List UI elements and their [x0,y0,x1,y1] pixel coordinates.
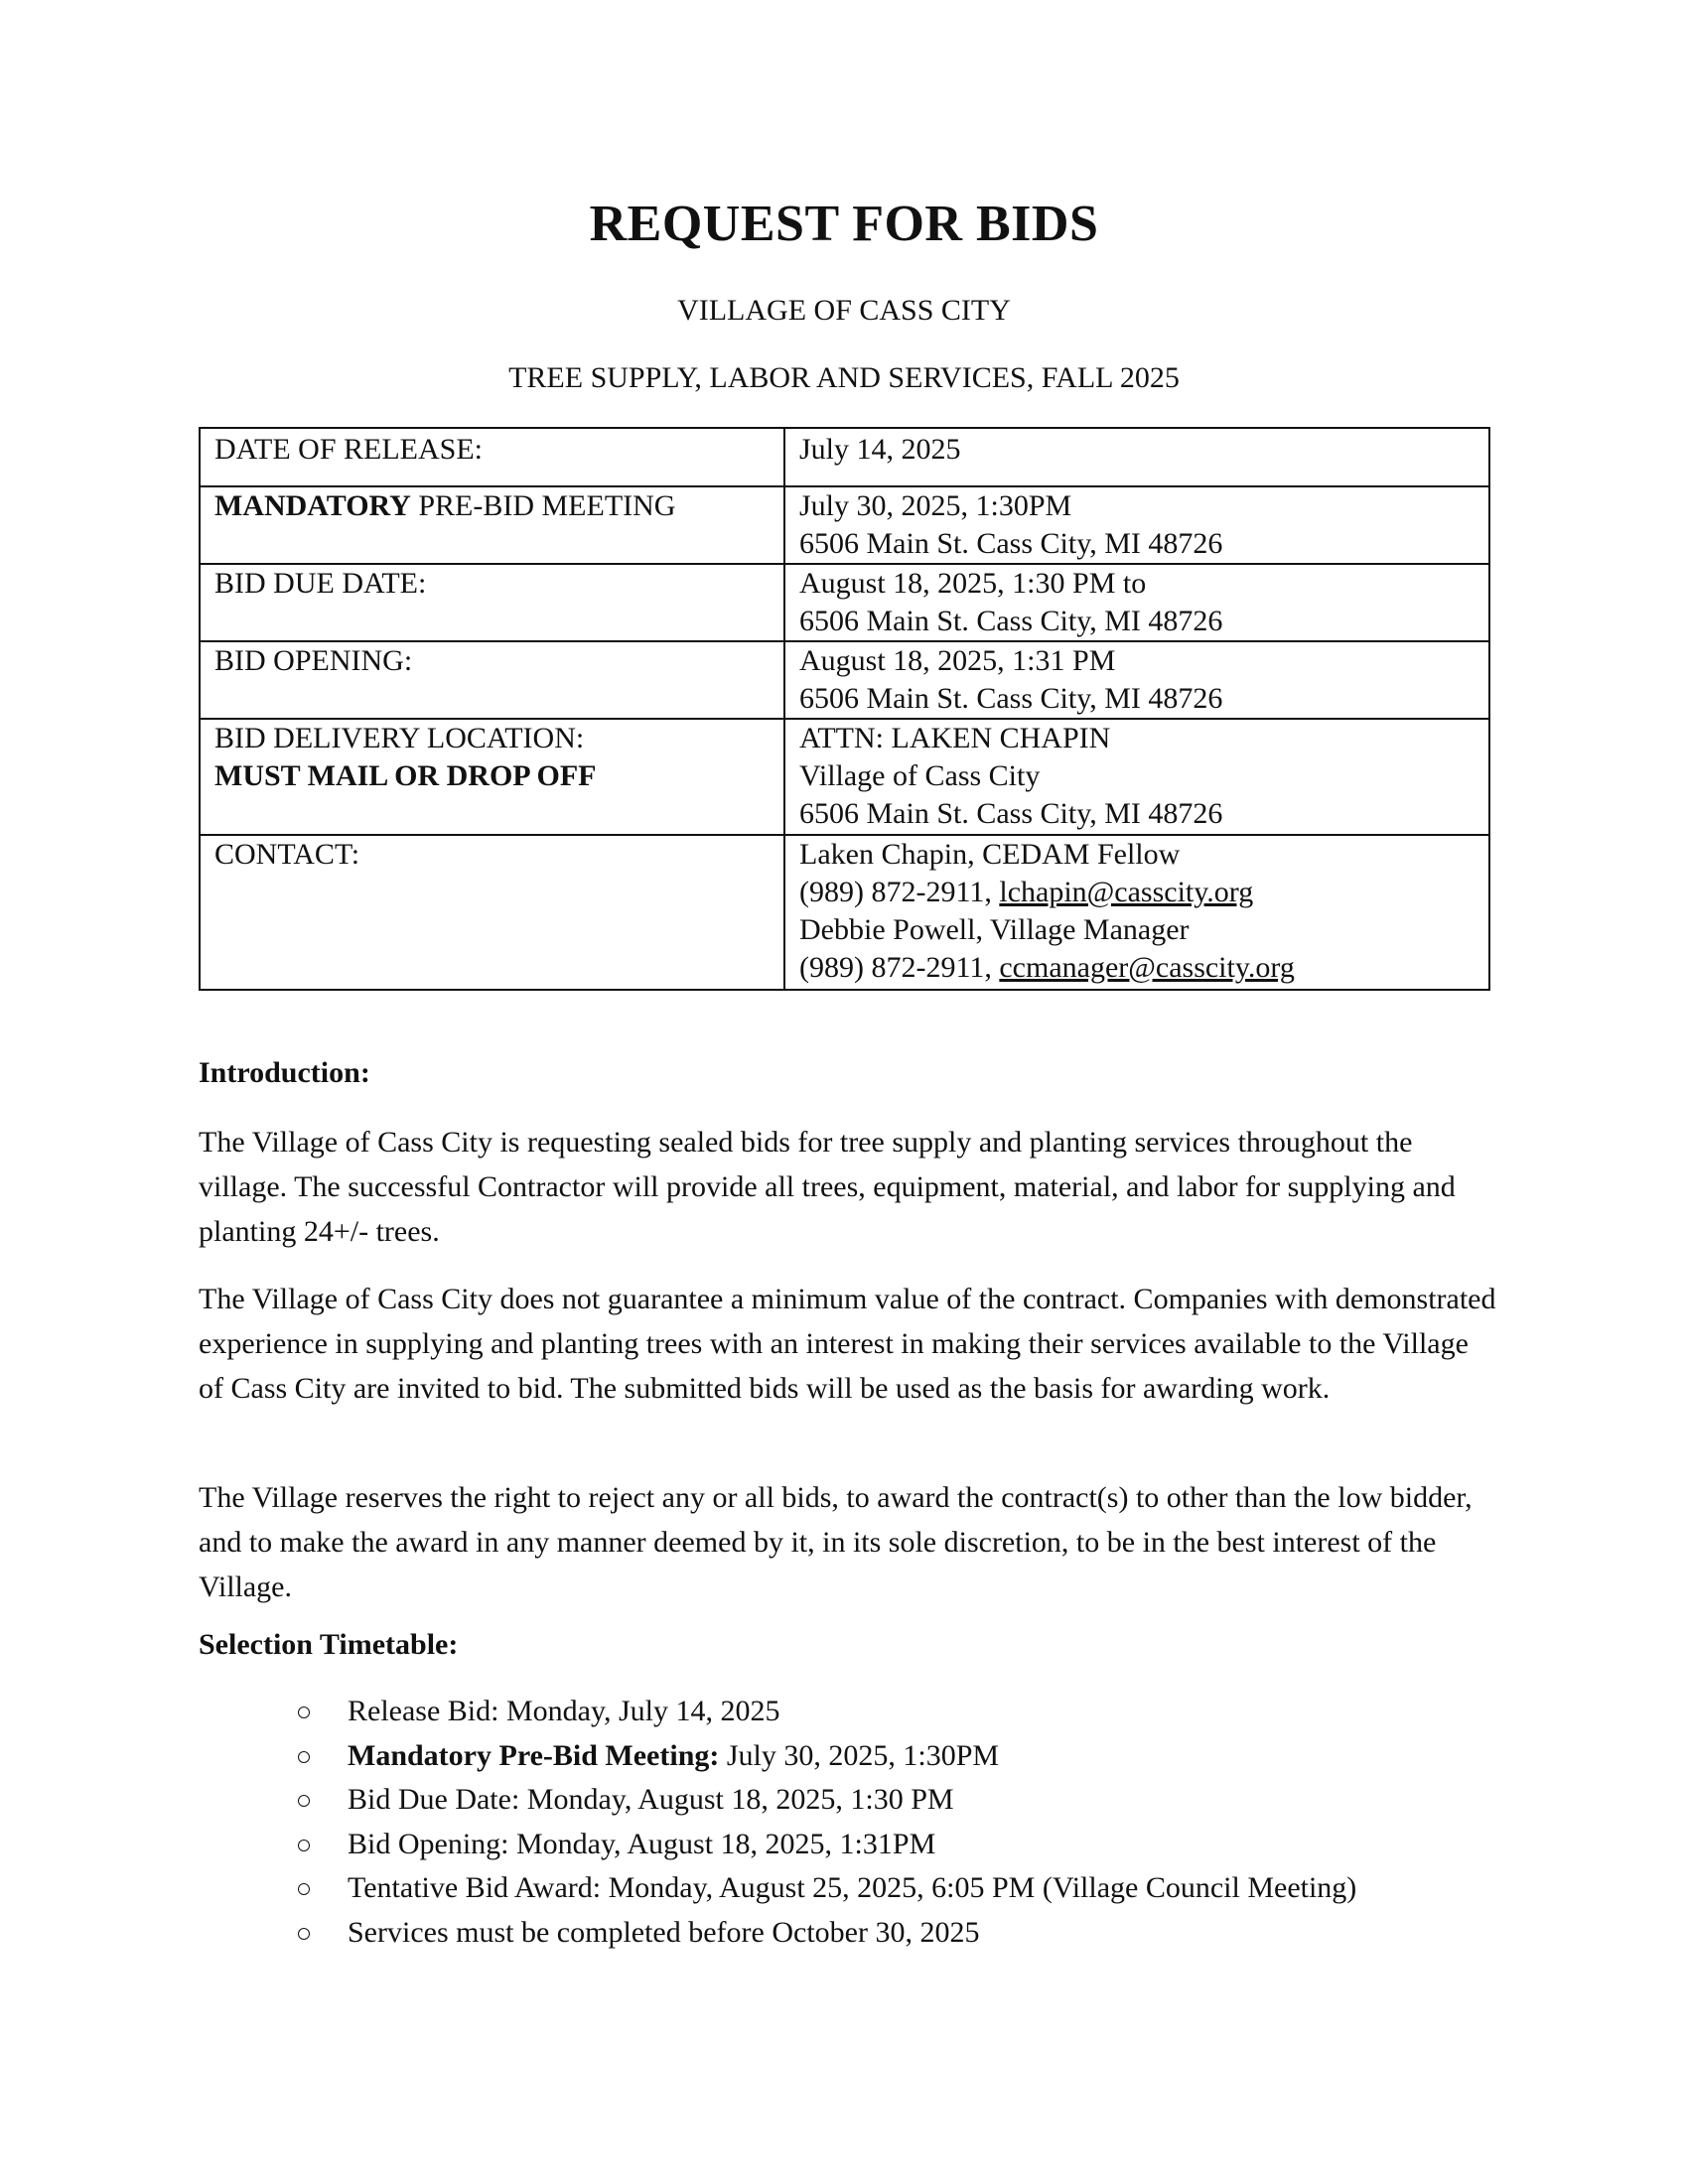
label-bold-text: MUST MAIL OR DROP OFF [214,759,597,792]
item-text: Bid Opening: Monday, August 18, 2025, 1:31PM [348,1827,936,1860]
row-value [784,641,1489,719]
label-text: BID DUE DATE: [214,567,427,600]
value-line [799,874,1475,911]
phone-text: (989) 872-2911, [799,951,1000,984]
circle-bullet-icon [298,1840,310,1851]
value-line: 6506 Main St. Cass City, MI 48726 [799,605,1223,637]
item-text: July 30, 2025, 1:30PM [719,1738,1000,1772]
row-value [784,719,1489,835]
row-label [200,641,784,719]
row-label [200,835,784,990]
value-line: 6506 Main St. Cass City, MI 48726 [799,527,1223,560]
label-bold-text: MANDATORY [214,489,411,522]
intro-paragraph-3: The Village reserves the right to reject any or all bids, to award the contract(s) to other than the low bidder, and to make the award in any manner deemed by it, in its sole discretion, to be in the best interest of the Village. [199,1481,1473,1603]
item-text: Release Bid: Monday, July 14, 2025 [348,1695,780,1727]
label-text: BID DELIVERY LOCATION: [214,722,585,754]
label-text: DATE OF RELEASE: [214,433,483,466]
timetable-heading: Selection Timetable: [199,1628,459,1661]
value-line: Village of Cass City [799,759,1041,792]
circle-bullet-icon [298,1706,310,1718]
value-line: ATTN: LAKEN CHAPIN [799,722,1111,754]
table-row [200,428,1489,486]
table-row [200,564,1489,641]
introduction-heading: Introduction: [199,1056,370,1089]
table-row [200,641,1489,719]
value-line: August 18, 2025, 1:30 PM to [799,567,1147,600]
email-link-lchapin[interactable]: lchapin@casscity.org [999,876,1254,908]
selection-timetable-list [298,1690,1509,1956]
label-text: BID OPENING: [214,644,413,677]
item-bold-text: Mandatory Pre-Bid Meeting: [348,1738,720,1772]
item-text: Tentative Bid Award: Monday, August 25, 2025, 6:05 PM (Village Council Meeting) [348,1871,1357,1905]
circle-bullet-icon [298,1928,310,1940]
list-item [298,1866,1509,1911]
circle-bullet-icon [298,1795,310,1807]
value-line: 6506 Main St. Cass City, MI 48726 [799,682,1223,715]
intro-paragraph-1: The Village of Cass City is requesting sealed bids for tree supply and planting services throughout the village. The successful Contractor will provide all trees, equipment, material, and labor for supplying and planting 24+/- trees. [199,1126,1456,1248]
intro-paragraph-2: The Village of Cass City does not guarantee a minimum value of the contract. Companies with demonstrated experience in supplying and planting trees with an interest in making their services available to the Village of Cass City are invited to bid. The submitted bids will be used as the basis for awarding work. [199,1283,1496,1405]
item-text: Services must be completed before October 30, 2025 [348,1915,980,1949]
list-item [298,1823,1509,1867]
document-title: REQUEST FOR BIDS [589,196,1099,252]
value-line: Laken Chapin, CEDAM Fellow [799,838,1181,871]
project-name: TREE SUPPLY, LABOR AND SERVICES, FALL 2025 [508,361,1180,394]
table-row [200,835,1489,990]
email-link-ccmanager[interactable]: ccmanager@casscity.org [999,951,1295,984]
label-text: CONTACT: [214,838,360,871]
value-line: July 30, 2025, 1:30PM [799,489,1072,522]
row-value [784,428,1489,486]
value-line: Debbie Powell, Village Manager [799,913,1190,946]
list-item [298,1734,1509,1779]
row-value [784,564,1489,641]
circle-bullet-icon [298,1883,310,1895]
value-line: 6506 Main St. Cass City, MI 48726 [799,797,1223,830]
value-line: July 14, 2025 [799,433,961,466]
row-label [200,428,784,486]
row-label [200,719,784,835]
bid-info-table [199,427,1490,991]
phone-text: (989) 872-2911, [799,876,1000,908]
table-row [200,719,1489,835]
table-row [200,486,1489,564]
row-value [784,835,1489,990]
row-label [200,486,784,564]
label-text: PRE-BID MEETING [410,489,676,522]
list-item [298,1690,1509,1734]
row-label [200,564,784,641]
value-line: August 18, 2025, 1:31 PM [799,644,1116,677]
value-line [799,949,1475,987]
list-item [298,1911,1509,1956]
item-text: Bid Due Date: Monday, August 18, 2025, 1:30 PM [348,1783,954,1817]
circle-bullet-icon [298,1751,310,1763]
organization-name: VILLAGE OF CASS CITY [677,294,1011,327]
list-item [298,1778,1509,1823]
row-value [784,486,1489,564]
